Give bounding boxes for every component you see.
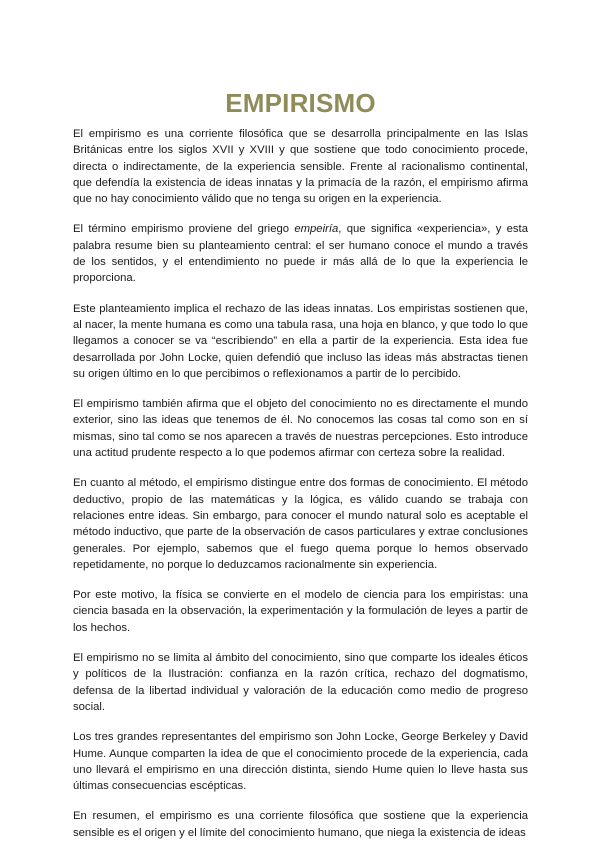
paragraph-2-before: El término empirismo proviene del griego: [73, 223, 295, 236]
paragraph-6: Por este motivo, la física se convierte en el modelo de ciencia para los empiristas: una ciencia basada en la observación, la experimentación y la formulación de leyes a partir de los hechos.: [73, 589, 528, 634]
paragraph-7: El empirismo no se limita al ámbito del conocimiento, sino que comparte los ideales éticos y políticos de la Ilustración: confianza en la razón crítica, rechazo del dogmatismo, defensa de la libertad individual y valoración de la educación como medio de progreso social.: [73, 652, 528, 713]
paragraph-8: Los tres grandes representantes del empirismo son John Locke, George Berkeley y David Hume. Aunque comparten la idea de que el conocimiento procede de la experiencia, cada uno llevará el empirismo en una dirección distinta, siendo Hume quien lo lleve hasta sus últimas consecuencias escépticas.: [73, 731, 528, 793]
greek-term: empeiría: [294, 223, 339, 236]
paragraph-5: En cuanto al método, el empirismo distingue entre dos formas de conocimiento. El método deductivo, propio de las matemáticas y la lógica, es válido cuando se trabaja con relaciones entre ideas. Sin embargo, para conocer el mundo natural solo es aceptable el método inductivo, que parte de la observación de casos particulares y extrae conclusiones generales. Por ejemplo, sabemos que el fuego quema porque lo hemos observado repetidamente, no porque lo deduzcamos racionalmente sin experiencia.: [73, 477, 528, 571]
document-body: [73, 126, 528, 841]
paragraph-2: [73, 221, 528, 286]
paragraph-9: En resumen, el empirismo es una corriente filosófica que sostiene que la experiencia sensible es el origen y el límite del conocimiento humano, que niega la existencia de ideas: [73, 810, 528, 839]
document-title: EMPIRISMO: [225, 88, 376, 118]
paragraph-3: Este planteamiento implica el rechazo de las ideas innatas. Los empiristas sostienen que, al nacer, la mente humana es como una tabula rasa, una hoja en blanco, y que todo lo que llegamos a conocer se va “escribiendo” en ella a partir de la experiencia. Esta idea fue desarrollada por John Locke, quien defendió que incluso las ideas más abstractas tienen su origen último en lo que percibimos o reflexionamos a partir de lo percibido.: [73, 302, 528, 380]
paragraph-1: El empirismo es una corriente filosófica que se desarrolla principalmente en las Islas Británicas entre los siglos XVII y XVIII y que sostiene que todo conocimiento procede, directa o indirectamente, de la experiencia sensible. Frente al racionalismo continental, que defendía la existencia de ideas innatas y la primacía de la razón, el empirismo afirma que no hay conocimiento válido que no tenga su origen en la experiencia.: [73, 128, 528, 206]
paragraph-4: El empirismo también afirma que el objeto del conocimiento no es directamente el mundo exterior, sino las ideas que tenemos de él. No conocemos las cosas tal como son en sí mismas, sino tal como se nos aparecen a través de nuestras percepciones. Esto introduce una actitud prudente respecto a lo que podemos afirmar con certeza sobre la realidad.: [73, 398, 528, 460]
paragraph-2-after: , que significa «experiencia», y esta palabra resume bien su planteamiento central: el ser humano conoce el mundo a través de los sentidos, y el entendimiento no puede ir más allá de lo que la experiencia le proporciona.: [73, 223, 528, 285]
